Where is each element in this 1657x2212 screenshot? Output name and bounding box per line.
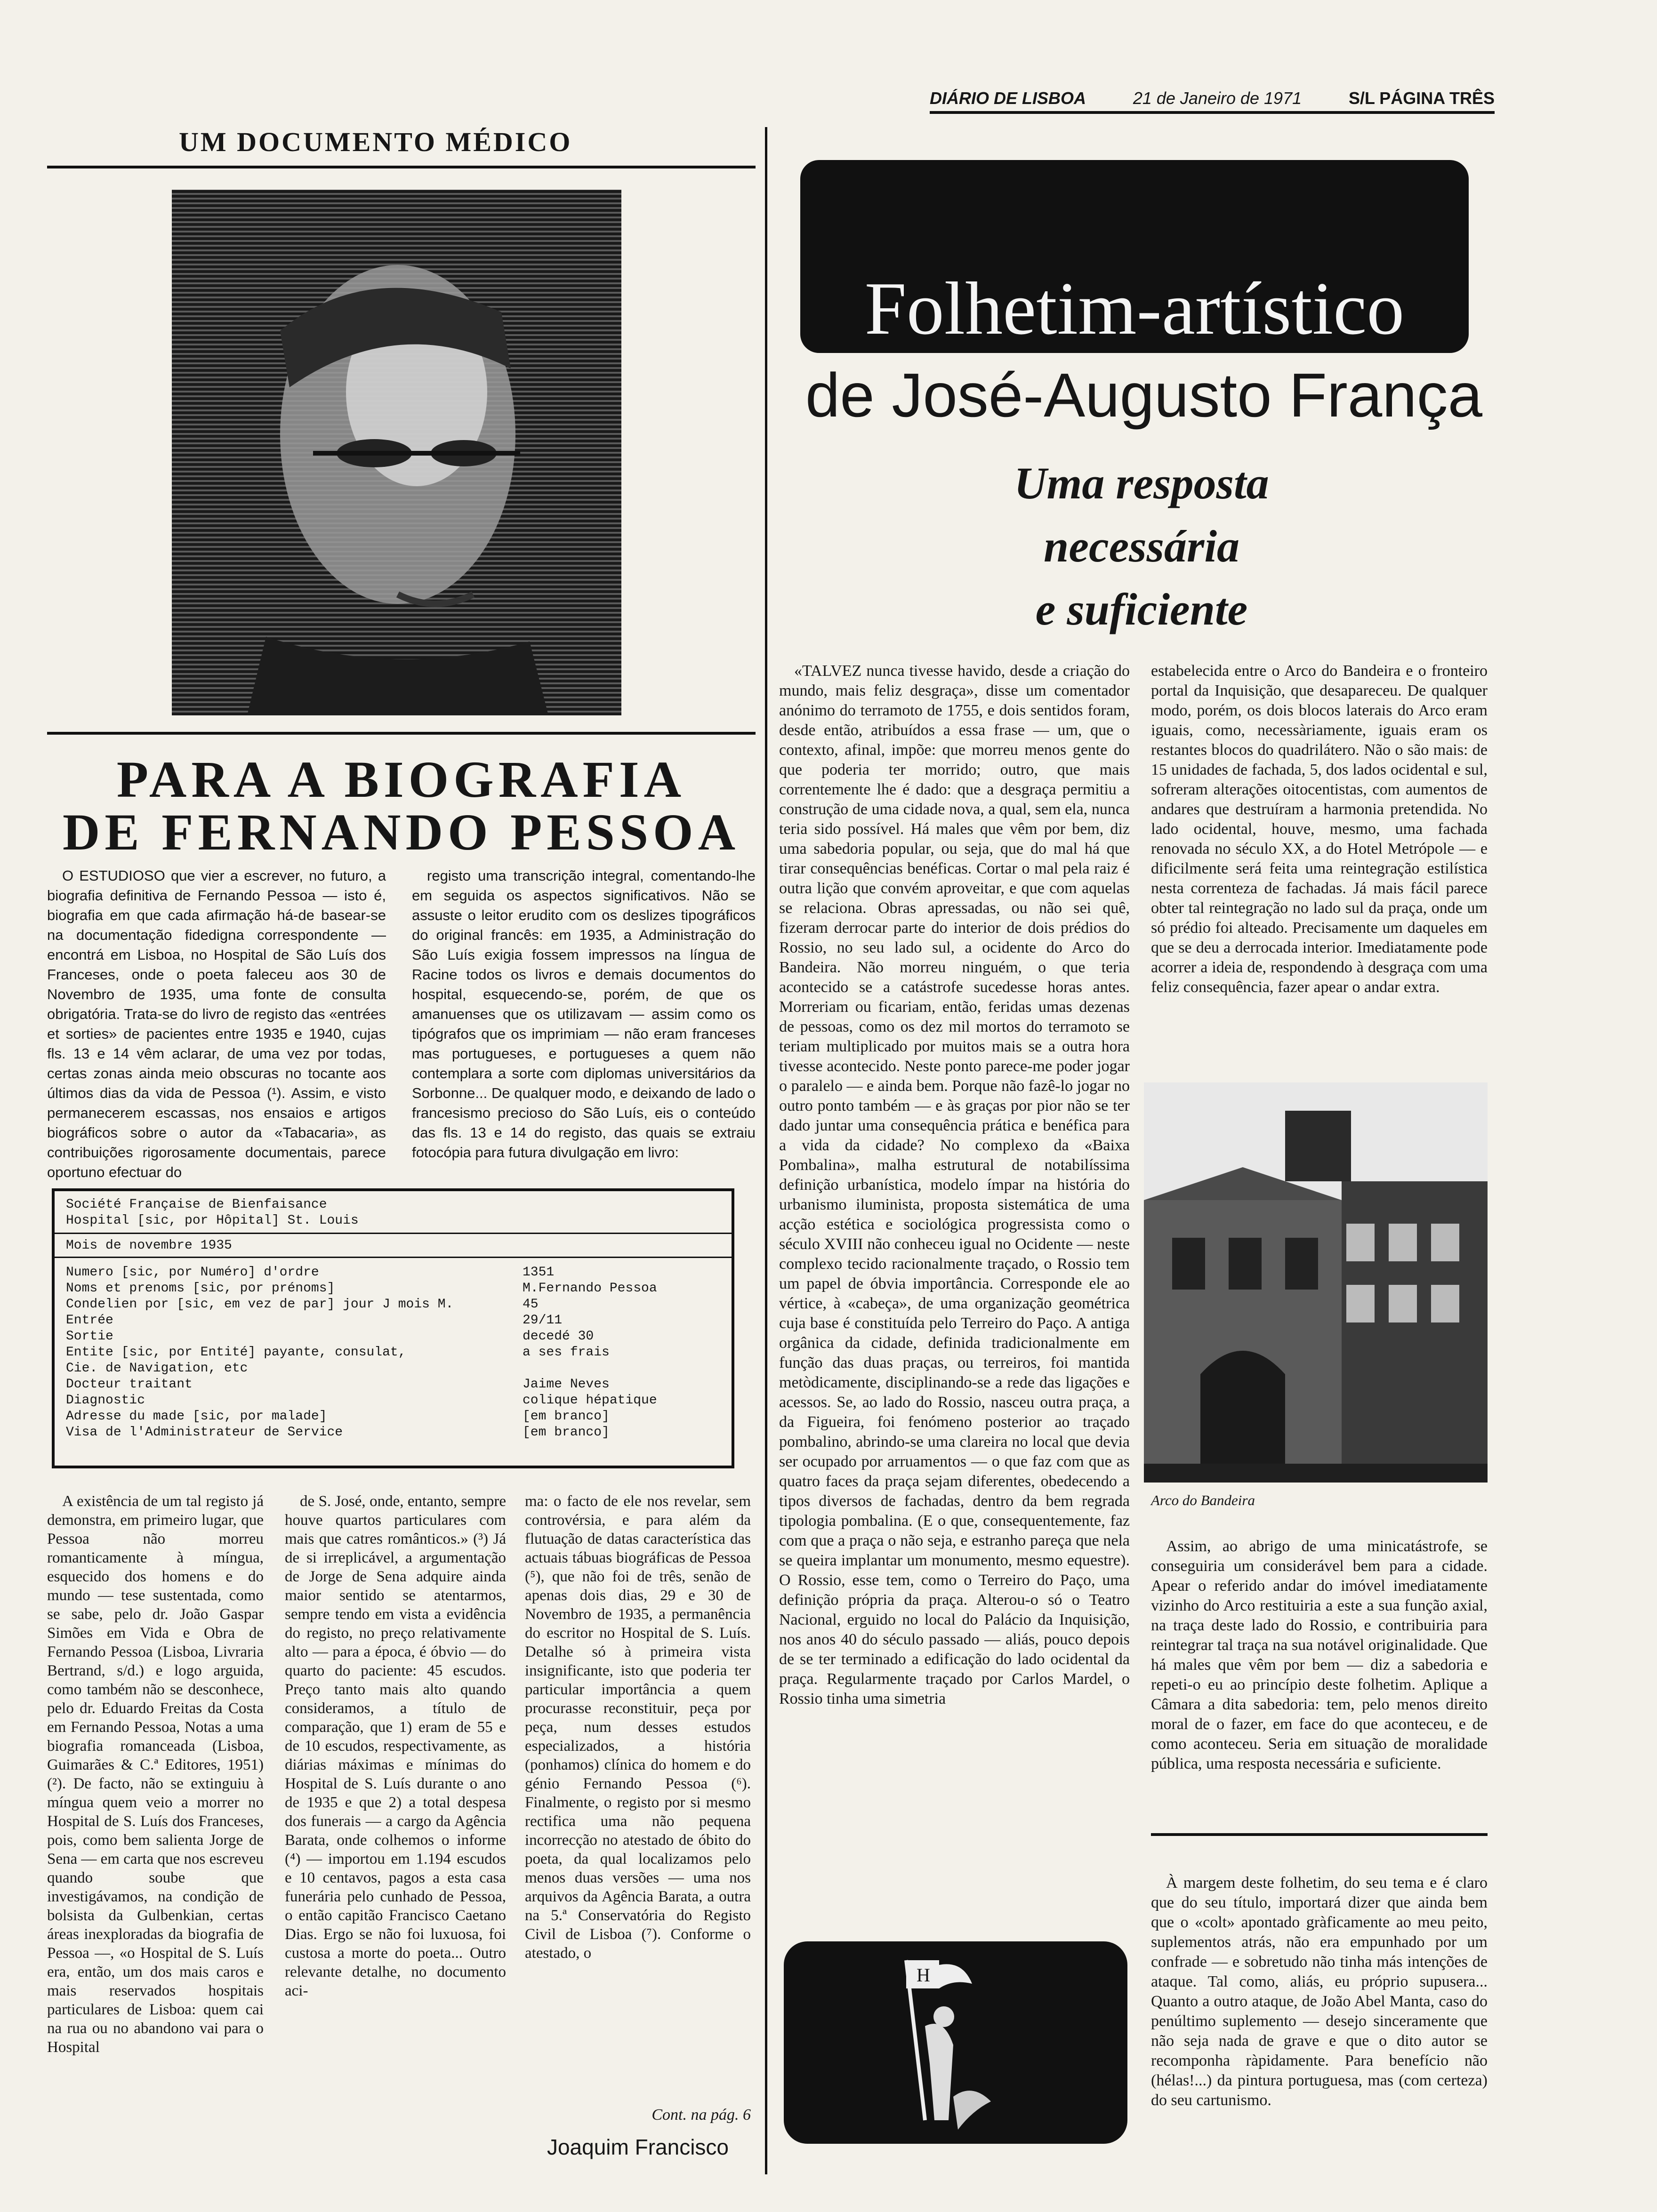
column-separator: [765, 127, 767, 2174]
register-org-line-2: Hospital [sic, por Hôpital] St. Louis: [66, 1213, 359, 1228]
banner-title: Folhetim-artístico: [864, 266, 1405, 350]
register-row: Noms et prenoms [sic, por prénoms] M.Fernando Pessoa: [66, 1281, 657, 1296]
folhetim-text-2-mid: Assim, ao abrigo de uma minicatástrofe, se conseguiria um considerável bem para a cidade. Apear o referido andar do imóvel imediatamente vizinho do Arco restituiria a este a sua função axial, na traça deste lado do Rossio, e contribuiria para reintegrar tal traça na sua notável originalidade. Que há males que vêm por bem — diz a sabedoria e repeti-o eu ao princípio deste folhetim. Aplique a Câmara a dita sabedoria: tem, pelo menos direito moral de o fazer, em face do que aconteceu, e de como aconteceu. Seria em situação de moralidade pública, uma resposta necessária e suficiente.: [1151, 1538, 1488, 1772]
continued-note: Cont. na pág. 6: [652, 2106, 751, 2124]
hospital-register-document: [52, 1188, 734, 1468]
header-rule: [930, 111, 1495, 114]
margin-note-rule: [1151, 1833, 1488, 1836]
masthead: [930, 88, 1495, 112]
issue-date: 21 de Janeiro de 1971: [1133, 88, 1302, 108]
register-row: Diagnostic colique hépatique: [66, 1393, 657, 1408]
body-text-2: de S. José, onde, entanto, sempre houve quartos particulares com mais que catres românticos.» (³) Já de si irreplicável, a argumentação de Jorge de Sena adquire ainda maior sentido se atentarmos, sempre tendo em vista a evidência do registo, no preço relativamente alto — para a época, é óbvio — do quarto do paciente: 45 escudos. Preço tanto mais alto quando consideramos, a título de comparação, que 1) eram de 55 e de 10 escudos, respectivamente, as diárias máximas e mínimas do Hospital de S. Luís durante o ano de 1935 e que 2) a total despesa dos funerais — a cargo da Agência Barata, onde colhemos o informe (⁴) — importou em 1.194 escudos e 10 centavos, pagos a esta casa funerária pelo cunhado de Pessoa, o então capitão Francisco Caetano Dias. Ergo se não foi luxuosa, foi custosa a morte do poeta... Outro relevante detalhe, no documento aci-: [285, 1493, 506, 1999]
folhetim-text-2-bottom: À margem deste folhetim, do seu tema e é claro que do seu título, importará dizer que ainda bem que o «colt» apontado gràficamente ao meu peito, suplementos atrás, não era empunhado por um confrade — e sobretudo não tinha más intenções de ataque. Tal como, aliás, eu próprio supusera... Quanto a outro ataque, de João Abel Manta, caso do penúltimo suplemento — desejo sinceramente que não seja nada de grave e que o dito autor se recomponha ràpidamente. Para benefício não (hélas!...) da pintura portuguesa, mas (com certeza) do seu cartunismo.: [1151, 1874, 1488, 2109]
page-label: S/L PÁGINA TRÊS: [1348, 88, 1495, 108]
body-column-2: [285, 1492, 506, 2160]
register-row: Entrée 29/11: [66, 1313, 563, 1328]
body-column-1: [47, 1492, 264, 2160]
intro-text-1: O ESTUDIOSO que vier a escrever, no futuro, a biografia definitiva de Fernando Pessoa — isto é, biografia em que cada afirmação há-de basear-se na documentação fidedigna correspondente — encontrá em Lisboa, no Hospital de São Luís dos Franceses, onde o poeta faleceu aos 30 de Novembro de 1935, uma fonte de consulta obrigatória. Trata-se do livro de registo das «entrées et sorties» de pacientes entre 1935 e 1940, cujas fls. 13 e 14 vêm aclarar, de uma vez por todas, certas zonas ainda meio obscuras no tocante aos últimos dias da vida de Pessoa (¹). Assim, e visto permanecerem escassas, nos ensaios e artigos biográficos sobre o autor da «Tabacaria», as contribuições rigorosamente documentais, parece oportuno efectuar do: [47, 867, 386, 1180]
register-row: Adresse du made [sic, por malade] [em branco]: [66, 1409, 610, 1424]
body-text-1: A existência de um tal registo já demonstra, em primeiro lugar, que Pessoa não morreu romanticamente à míngua, esquecido dos homens e do mundo — tese sustentada, como se sabe, pelo dr. João Gaspar Simões em Vida e Obra de Fernando Pessoa (Lisboa, Livraria Bertrand, s/d.) e logo arguida, como também não se desconhece, pelo dr. Eduardo Freitas da Costa em Fernando Pessoa, Notas a uma biografia romanceada (Lisboa, Guimarães & C.ª Editores, 1951) (²). De facto, não se extinguiu à míngua quem veio a morrer no Hospital de S. Luís dos Franceses, pois, como bem salienta Jorge de Sena — em carta que nos escreveu quando soube que investigávamos, na condição de bolsista da Gulbenkian, certas áreas inexploradas da biografia de Pessoa —, «o Hospital de S. Luís era, então, um dos mais caros e mais reservados hospitais particulares de Lisboa: quem cai na rua ou no abandono vai para o Hospital: [47, 1493, 264, 2056]
byline: de José-Augusto França: [805, 361, 1483, 430]
flag-bearer-icon: [784, 1941, 1127, 2144]
register-month: Mois de novembre 1935: [55, 1234, 732, 1258]
right-headline: [800, 452, 1483, 641]
register-row: Condelien por [sic, em vez de par] jour J mois M. 45: [66, 1297, 539, 1312]
headline: [47, 751, 756, 861]
folhetim-text-1: «TALVEZ nunca tivesse havido, desde a criação do mundo, mais feliz desgraça», disse um comentador anónimo do terramoto de 1755, e dois sentidos foram, desde então, atribuídos a essa frase — um, que o contexto, afinal, impõe: que morreu menos gente do que poderia ter morrido; outro, que mais correntemente lhe é dado: que a desgraça permitiu a construção de uma cidade nova, a qual, sem ela, nunca teria sido possível. Há males que vêm por bem, diz uma sabedoria popular, ou seja, que do mal há que tirar consequências benéficas. Cortar o mal pela raiz é outra lição que convém aproveitar, e que com aquelas se relaciona. Obras apressadas, ou não sei quê, fizeram derrocar parte do interior de dois prédios do Rossio, no seu lado sul, a ocidente do Arco do Bandeira. Não morreu ninguém, o que teria acontecido se a catástrofe sucedesse horas antes. Morreriam ou ficariam, então, feridas umas dezenas de pessoas, como os dez mil mortos do terramoto se teriam multiplicado por muitos mais se a outra hora tivesse acontecido. Neste ponto parece-me poder jogar o paralelo — e ainda bem. Porque não fazê-lo jogar no outro ponto também — e às graças por pior não se ter dado juntar uma consequência prática e benéfica para a vida da cidade? No complexo da «Baixa Pombalina», malha estrutural de notabilíssima definição urbanística, modelo ímpar na história do urbanismo iluminista, proposta sistemática de uma acção estética e sociológica progressista como o século XVIII não conheceu igual no Ocidente — neste complexo tecido racionalmente traçado, o Rossio tem um papel de óbvia importância. Corresponde ele ao vértice, à «cabeça», de uma organização geométrica cuja base é constituída pelo Terreiro do Paço. A antiga orgânica da cidade, definida tradicionalmente em função das duas praças, ou terreiros, foi mantida metòdicamente, disciplinando-se a rede das ligações e acessos. Se, ao lado do Rossio, nasceu outra praça, a da Figueira, foi fenómeno posterior ao traçado pombalino, abrindo-se uma clareira no local que devia ser ocupado por arruamentos — o que faz com que as quatro faces da praça sejam diferentes, obedecendo a tipos diversos de fachadas, dentro da bem regrada tipologia pombalina. (E o que, consequentemente, faz com que a praça o não seja, e estranho pareça que nela se queira implantar um monumento, mesmo equestre). O Rossio, esse tem, como o Terreiro do Paço, uma definição própria da praça. Alterou-o só o Teatro Nacional, erguido no local do Palácio da Inquisição, nos anos 40 do século passado — aliás, pouco depois de se ter terminado a edificação do lado ocidental da praça. Regularmente traçado por Carlos Mardel, o Rossio tinha uma simetria: [779, 662, 1130, 1707]
photo-caption: Arco do Bandeira: [1151, 1492, 1255, 1508]
building-icon: [1144, 1082, 1488, 1483]
portrait-face-icon: [172, 190, 621, 715]
folhetim-column-1: [779, 661, 1130, 1913]
intro-column-1: [47, 866, 386, 1183]
body-column-3: [525, 1492, 751, 2104]
register-row: Entite [sic, por Entité] payante, consulat, Cie. de Navigation, etc a ses frais: [66, 1345, 610, 1376]
register-org-line-1: Société Française de Bienfaisance: [66, 1197, 327, 1212]
intro-column-2: [412, 866, 756, 1163]
kicker-rule: [47, 166, 756, 168]
portrait-photo: [172, 190, 621, 715]
register-row: Sortie decedé 30: [66, 1329, 594, 1344]
headline-line-2: DE FERNANDO PESSOA: [62, 803, 740, 861]
body-text-3: ma: o facto de ele nos revelar, sem controvérsia, e para além da flutuação de datas característica das actuais tábuas biográficas de Pessoa (⁵), que não foi de três, senão de apenas dois dias, 29 e 30 de Novembro de 1935, a permanência do escritor no Hospital de S. Luís. Detalhe só à primeira vista insignificante, isto que poderia ter particular importância a quem procurasse reconstituir, peça por peça, num desses estudos especializados, a história (ponhamos) clínica do homem e do génio Fernando Pessoa (⁶). Finalmente, o registo por si mesmo rectifica uma não pequena incorrecção no atestado de óbito do poeta, da qual localizamos pelo menos duas versões — uma nos arquivos da Agência Barata, a outra na 5.ª Conservatória do Registo Civil de Lisboa (⁷). Conforme o atestado, o: [525, 1493, 751, 1962]
portrait-rule: [47, 732, 756, 735]
register-row: Visa de l'Administrateur de Service [em branco]: [66, 1425, 610, 1440]
folhetim-banner: [800, 160, 1469, 353]
right-headline-line-3: e suficiente: [1035, 584, 1248, 634]
author-signature: Joaquim Francisco: [547, 2135, 729, 2159]
woodcut-illustration: [784, 1941, 1127, 2144]
register-row: Numero [sic, por Numéro] d'ordre 1351: [66, 1265, 555, 1280]
kicker: UM DOCUMENTO MÉDICO: [179, 127, 572, 157]
svg-text:H: H: [917, 1964, 930, 1986]
register-row: Docteur traitant Jaime Neves: [66, 1377, 610, 1392]
arco-do-bandeira-photo: [1144, 1082, 1488, 1483]
folhetim-column-2-bottom: [1151, 1873, 1488, 2174]
folhetim-text-2-top: estabelecida entre o Arco do Bandeira e o fronteiro portal da Inquisição, que desapareceu. De qualquer modo, porém, os dois blocos laterais do Arco eram iguais, como, necessàriamente, iguais eram os restantes blocos do quadrilátero. Não o são mais: de 15 unidades de fachada, 5, dos lados ocidental e sul, sofreram alterações oitocentistas, com aumentos de andares que destruíram a harmonia pretendida. No lado ocidental, houve, mesmo, uma fachada renovada no século XX, a do Hotel Metrópole — e dificilmente será feita uma reintegração estilística nesta correnteza de fachadas. Já mais fácil parece obter tal reintegração no lado sul da praça, onde um só prédio foi alteado. Precisamente um daqueles em que se deu a derrocada interior. Imediatamente pode acorrer a ideia de, respondendo à desgraça com uma feliz consequência, fazer apear o andar extra.: [1151, 662, 1488, 996]
headline-line-1: PARA A BIOGRAFIA: [116, 751, 686, 808]
register-header: [55, 1191, 732, 1234]
intro-text-2: registo uma transcrição integral, comentando-lhe em seguida os aspectos significativos. Não se assuste o leitor erudito com os deslizes tipográficos do original francês: em 1935, a Administração do São Luís exigia fossem impressos na língua de Racine todos os livros e demais documentos do hospital, esquecendo-se, porém, de que os amanuenses que os utilizavam — assim como os tipógrafos que os imprimiam — não eram franceses mas portugueses, e portugueses a quem não contemplara a sorte com diplomas universitários da Sorbonne... De qualquer modo, e deixando de lado o francesismo precioso do São Luís, eis o conteúdo das fls. 13 e 14 do registo, das quais se extraiu fotocópia para futura divulgação em livro:: [412, 867, 756, 1161]
right-headline-line-2: necessária: [1044, 521, 1239, 571]
folhetim-column-2-mid: [1151, 1537, 1488, 1819]
register-rows: [55, 1258, 732, 1441]
folhetim-column-2-top: [1151, 661, 1488, 1075]
right-headline-line-1: Uma resposta: [1014, 458, 1269, 508]
newspaper-name: DIÁRIO DE LISBOA: [930, 88, 1086, 108]
